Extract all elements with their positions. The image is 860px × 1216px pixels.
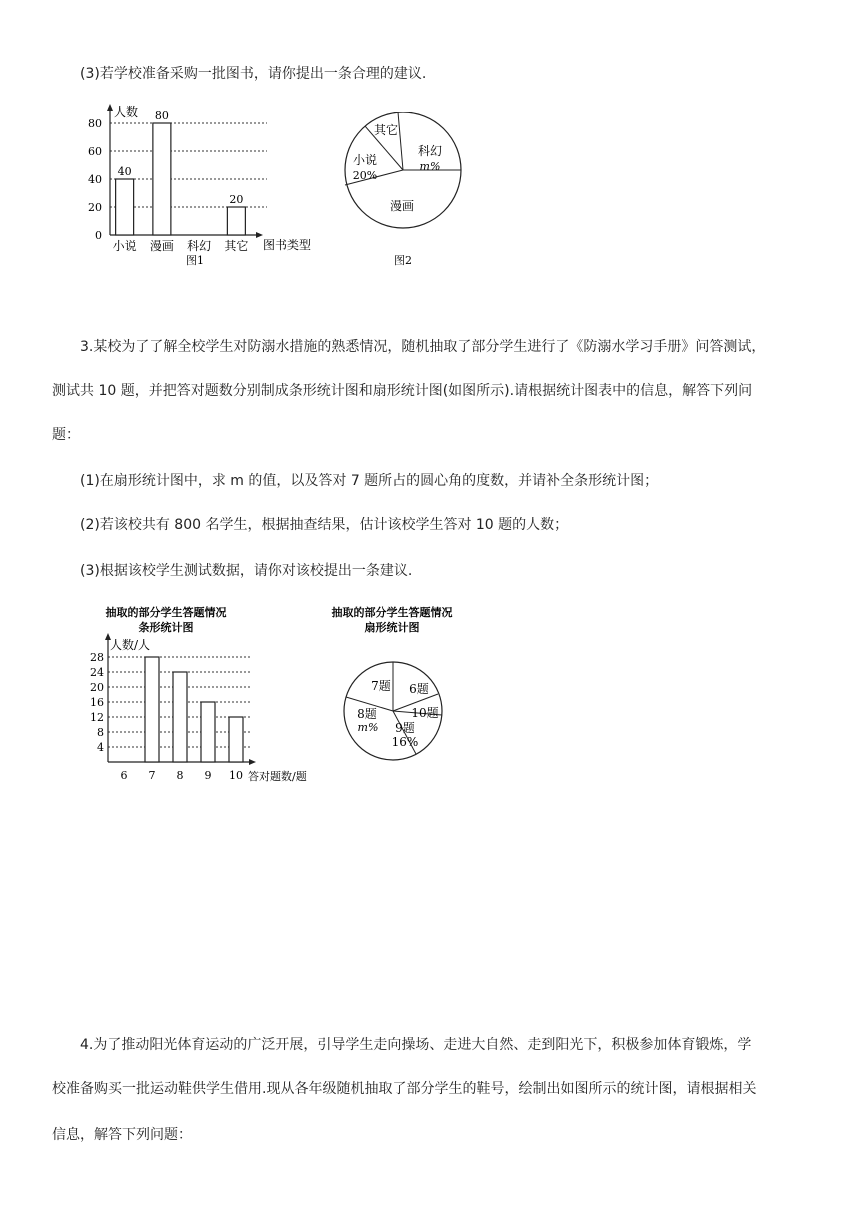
bar-chart-x-tick-label: 8 (176, 769, 184, 782)
fig1-caption: 图1 (186, 254, 204, 267)
bar-chart-x-tick-label: 6 (120, 769, 128, 782)
question-3-sub-2: (2)若该校共有 800 名学生，根据抽查结果，估计该校学生答对 10 题的人数； (80, 517, 569, 533)
fig1-y-tick-label: 80 (88, 117, 102, 130)
bar-chart-bar (173, 672, 187, 762)
fig1-bar (116, 179, 134, 235)
book-pie-chart (340, 112, 470, 272)
fig2-slice-label-comic: 漫画 (389, 199, 415, 213)
fig2-slice-label-novel: 小说 (352, 153, 378, 167)
fig1-x-tick-label: 小说 (112, 239, 137, 253)
fig2-slice-divider (398, 112, 403, 170)
pie-slice-value-9: 16% (391, 735, 419, 749)
pie-slice-value-8: m% (357, 721, 379, 734)
fig1-bar-value-label: 20 (229, 193, 244, 206)
bar-chart-y-tick-label: 8 (97, 726, 104, 739)
fig1-bar (153, 123, 171, 235)
bar-chart-x-tick-label: 7 (148, 769, 156, 782)
fig1-y-label: 人数 (114, 105, 139, 119)
fig2-slice-value-novel: 20% (352, 169, 378, 182)
fig1-x-tick-label: 其它 (224, 239, 249, 253)
pie-slice-label-9: 9题 (395, 721, 415, 735)
bar-chart-y-tick-label: 24 (90, 666, 104, 679)
fig1-y-tick-label: 0 (95, 229, 102, 242)
bar-chart-y-tick-label: 4 (97, 741, 104, 754)
answer-bar-chart (80, 600, 330, 790)
fig1-x-tick-label: 科幻 (187, 239, 212, 253)
fig1-y-tick-label: 40 (88, 173, 102, 186)
bar-chart-x-arrow (249, 759, 256, 765)
book-bar-chart (85, 100, 350, 272)
bar-chart-y-tick-label: 20 (90, 681, 104, 694)
bar-chart-y-label: 人数/人 (110, 638, 151, 652)
fig1-y-tick-label: 20 (88, 201, 102, 214)
question-3-sub-3: (3)根据该校学生测试数据，请你对该校提出一条建议. (80, 563, 413, 579)
bar-chart-bar (145, 657, 159, 762)
fig1-x-label: 图书类型 (263, 238, 312, 252)
question-4-line-2: 校准备购买一批运动鞋供学生借用.现从各年级随机抽取了部分学生的鞋号，绘制出如图所示的统计图，请根据相关 (52, 1081, 757, 1097)
fig1-bar (227, 207, 245, 235)
fig1-x-arrow (256, 232, 263, 238)
pie-slice-label-7: 7题 (371, 679, 391, 693)
bar-chart-x-label: 答对题数/题 (248, 770, 307, 783)
question-3-line-3: 题： (52, 427, 80, 443)
pie-chart-title: 抽取的部分学生答题情况 (331, 606, 453, 619)
fig2-slice-label-scifi: 科幻 (417, 144, 443, 158)
pie-slice-label-6: 6题 (409, 682, 429, 696)
bar-chart-title: 抽取的部分学生答题情况 (105, 606, 227, 619)
pie-slice-label-10: 10题 (411, 706, 439, 720)
fig1-y-arrow (107, 104, 113, 111)
fig2-slice-label-other: 其它 (373, 123, 399, 137)
fig1-bar-value-label: 80 (154, 109, 169, 122)
fig1-x-tick-label: 漫画 (149, 239, 174, 253)
question-3-sub-1: (1)在扇形统计图中，求 m 的值，以及答对 7 题所占的圆心角的度数，并请补全条形统计图； (80, 473, 659, 489)
answer-pie-chart (310, 600, 480, 775)
pie-chart-subtitle: 扇形统计图 (364, 621, 420, 634)
question-text: (3)若学校准备采购一批图书，请你提出一条合理的建议. (80, 66, 427, 82)
bar-chart-x-tick-label: 9 (204, 769, 212, 782)
bar-chart-y-tick-label: 28 (90, 651, 104, 664)
bar-chart-bar (201, 702, 215, 762)
bar-chart-subtitle: 条形统计图 (138, 621, 194, 634)
bar-chart-bar (229, 717, 243, 762)
fig1-bar-value-label: 40 (117, 165, 132, 178)
fig2-caption: 图2 (394, 254, 412, 267)
question-3-line-2: 测试共 10 题，并把答对题数分别制成条形统计图和扇形统计图(如图所示).请根据统计图表中的信息，解答下列问 (52, 383, 753, 399)
question-4-line-3: 信息，解答下列问题： (52, 1127, 192, 1143)
fig2-slice-value-scifi: m% (419, 160, 441, 173)
bar-chart-y-tick-label: 12 (90, 711, 104, 724)
question-4-line-1: 4.为了推动阳光体育运动的广泛开展，引导学生走向操场、走进大自然、走到阳光下，积极参加体育锻炼，学 (80, 1037, 752, 1053)
question-3-line-1: 3.某校为了了解全校学生对防溺水措施的熟悉情况，随机抽取了部分学生进行了《防溺水学习手册》问答测试， (80, 339, 766, 355)
fig1-y-tick-label: 60 (88, 145, 102, 158)
bar-chart-x-tick-label: 10 (229, 769, 243, 782)
bar-chart-y-tick-label: 16 (90, 696, 104, 709)
pie-slice-label-8: 8题 (357, 707, 377, 721)
